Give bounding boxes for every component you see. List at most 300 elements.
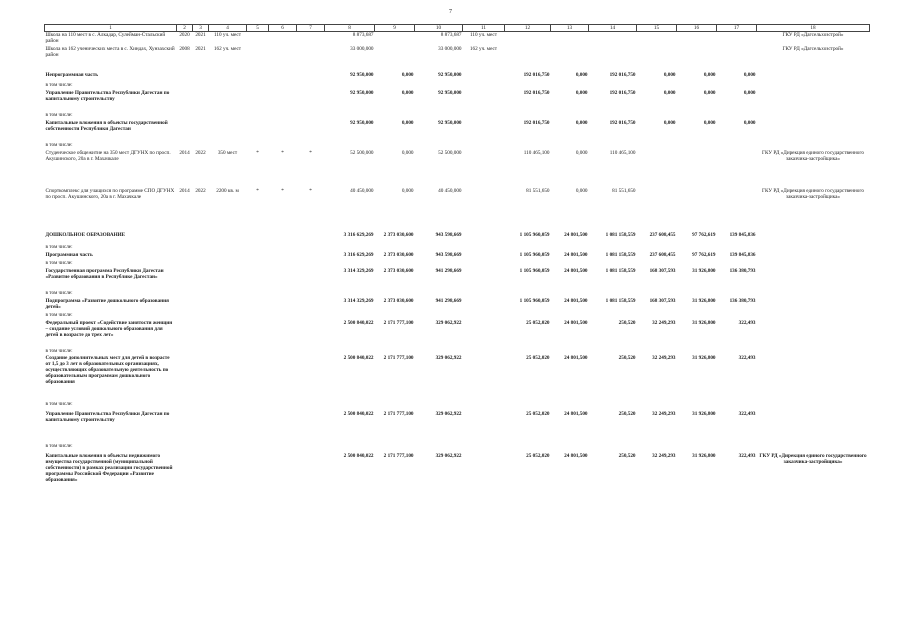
cell-c8	[325, 244, 375, 252]
cell-c15	[637, 290, 677, 298]
cell-c16: 97 762,619	[692, 231, 716, 238]
cell-c6	[269, 453, 297, 497]
table-row	[45, 90, 870, 112]
cell-c7	[297, 348, 325, 355]
cell-c7: *	[309, 187, 312, 194]
cell-c7	[297, 120, 325, 142]
table-row	[45, 46, 870, 72]
cell-c2	[177, 142, 193, 150]
cell-c10	[415, 443, 463, 453]
cell-c8: 92 950,000	[350, 89, 374, 96]
cell-c3: 2021	[195, 32, 206, 38]
table-row	[45, 443, 870, 453]
cell-c9: 0,000	[401, 89, 414, 96]
responsible-org	[757, 348, 870, 355]
table-row	[45, 150, 870, 188]
cell-c9	[375, 82, 415, 90]
cell-c12: 81 551,650	[526, 187, 550, 194]
cell-c6	[269, 355, 297, 401]
table-row	[45, 298, 870, 312]
cell-c4: 2200 кв. м	[216, 187, 239, 194]
cell-c9: 0,000	[401, 149, 414, 156]
cell-c8: 3 314 329,269	[343, 267, 374, 274]
cell-c12	[505, 82, 551, 90]
cell-c13	[551, 348, 589, 355]
cell-c14	[589, 112, 637, 120]
cell-c14	[589, 260, 637, 268]
cell-c4	[209, 401, 247, 411]
cell-c13: 0,000	[575, 149, 588, 156]
cell-c11	[463, 82, 505, 90]
cell-c9	[375, 290, 415, 298]
cell-c3	[193, 290, 209, 298]
cell-c5	[247, 260, 269, 268]
cell-c4	[209, 298, 247, 312]
cell-c14: 192 016,750	[609, 71, 636, 78]
cell-c8	[325, 443, 375, 453]
row-label: в том числе:	[45, 289, 73, 296]
cell-c7	[297, 90, 325, 112]
cell-c14: 110 465,100	[609, 149, 636, 156]
cell-c15: 32 249,293	[652, 319, 676, 326]
responsible-org: ГКУ РД «Дирекция единого государственного заказчика-застройщика»	[762, 187, 864, 200]
table-row	[45, 252, 870, 260]
cell-c12: 25 052,020	[526, 410, 550, 417]
cell-c4	[209, 268, 247, 290]
cell-c5	[247, 320, 269, 348]
cell-c15	[637, 401, 677, 411]
cell-c9	[375, 46, 415, 72]
responsible-org	[757, 401, 870, 411]
cell-c6	[269, 348, 297, 355]
row-label: Школа на 162 ученических места в с. Хиндах, Хунзахский район	[45, 45, 175, 58]
row-label: Создание дополнительных мест для детей в возрасте от 1,5 до 3 лет в образовательных организациях, осуществляющих образовательную деятельность по образовательным программам дошкольного образования	[45, 354, 170, 386]
cell-c14	[589, 401, 637, 411]
cell-c4	[209, 112, 247, 120]
cell-c11	[463, 290, 505, 298]
cell-c14: 1 081 158,559	[605, 231, 636, 238]
cell-c9	[375, 443, 415, 453]
cell-c2	[177, 120, 193, 142]
cell-c16: 31 926,800	[692, 267, 716, 274]
cell-c12: 110 465,100	[523, 149, 550, 156]
responsible-org	[757, 112, 870, 120]
cell-c10	[415, 82, 463, 90]
cell-c13	[551, 260, 589, 268]
cell-c16	[677, 312, 717, 320]
cell-c2: 2008	[179, 45, 190, 52]
cell-c11	[463, 120, 505, 142]
cell-c11	[463, 355, 505, 401]
responsible-org	[757, 142, 870, 150]
row-label: Управление Правительства Республики Дагестан по капитальному строительству	[45, 410, 170, 423]
cell-c5	[247, 453, 269, 497]
responsible-org: ГКУ РД «Дирекция единого государственного заказчика-застройщика»	[762, 149, 864, 162]
responsible-org: ГКУ РД «Дагсельхозстрой»	[782, 32, 844, 38]
cell-c2	[177, 401, 193, 411]
cell-c6	[269, 32, 297, 46]
cell-c4	[209, 312, 247, 320]
cell-c3	[193, 252, 209, 260]
cell-c14	[589, 46, 637, 72]
cell-c8: 8 873,687	[352, 32, 374, 38]
cell-c17	[717, 401, 757, 411]
responsible-org	[757, 232, 870, 244]
cell-c10	[415, 112, 463, 120]
cell-c17	[717, 312, 757, 320]
column-number: 1	[45, 25, 177, 32]
cell-c5: *	[256, 149, 259, 156]
cell-c11	[463, 443, 505, 453]
cell-c2: 2014	[179, 149, 190, 156]
column-number: 17	[717, 25, 757, 32]
cell-c6	[269, 90, 297, 112]
cell-c8	[325, 142, 375, 150]
cell-c5	[247, 82, 269, 90]
cell-c4	[209, 252, 247, 260]
column-number: 4	[209, 25, 247, 32]
column-number: 14	[589, 25, 637, 32]
cell-c6	[269, 142, 297, 150]
cell-c7	[297, 355, 325, 401]
cell-c2	[177, 443, 193, 453]
cell-c11	[463, 453, 505, 497]
row-label: в том числе:	[45, 400, 73, 407]
cell-c4	[209, 355, 247, 401]
cell-c17	[717, 244, 757, 252]
cell-c12: 1 105 960,059	[519, 251, 550, 258]
cell-c8	[325, 348, 375, 355]
cell-c3	[193, 120, 209, 142]
cell-c3	[193, 90, 209, 112]
cell-c16	[677, 112, 717, 120]
cell-c13	[551, 82, 589, 90]
cell-c11	[463, 188, 505, 232]
cell-c2	[177, 453, 193, 497]
cell-c3	[193, 298, 209, 312]
cell-c6	[269, 46, 297, 72]
cell-c5	[247, 90, 269, 112]
row-label: в том числе:	[45, 442, 73, 449]
cell-c12: 1 105 960,059	[519, 267, 550, 274]
cell-c3	[193, 355, 209, 401]
row-label: в том числе:	[45, 141, 73, 148]
cell-c9	[375, 32, 415, 46]
cell-c10: 52 500,000	[438, 149, 462, 156]
cell-c8	[325, 260, 375, 268]
cell-c3	[193, 232, 209, 244]
cell-c12	[505, 46, 551, 72]
row-label: Капитальные вложения в объекты недвижимого имущества государственной (муниципальной собственности) в рамках реализации государственной программы Российской Федерации «Развитие образования»	[45, 452, 173, 484]
cell-c15: 0,000	[663, 89, 676, 96]
cell-c9: 0,000	[401, 187, 414, 194]
cell-c10: 329 062,922	[435, 452, 462, 459]
cell-c13	[551, 290, 589, 298]
cell-c11	[463, 90, 505, 112]
cell-c9: 0,000	[401, 119, 414, 126]
cell-c15: 168 307,593	[649, 297, 676, 304]
row-label: в том числе:	[45, 311, 73, 318]
responsible-org	[757, 90, 870, 112]
cell-c17: 136 380,793	[729, 297, 756, 304]
cell-c3	[193, 401, 209, 411]
cell-c2	[177, 312, 193, 320]
cell-c6	[269, 72, 297, 82]
cell-c5	[247, 298, 269, 312]
cell-c3	[193, 260, 209, 268]
document-sheet	[44, 24, 869, 497]
cell-c13	[551, 312, 589, 320]
cell-c7	[297, 290, 325, 298]
cell-c9	[375, 260, 415, 268]
cell-c10	[415, 401, 463, 411]
cell-c10: 329 062,922	[435, 319, 462, 326]
cell-c13: 0,000	[575, 89, 588, 96]
cell-c12: 25 052,020	[526, 452, 550, 459]
table-row	[45, 112, 870, 120]
cell-c10	[415, 290, 463, 298]
cell-c14: 250,520	[618, 410, 636, 417]
cell-c15	[637, 112, 677, 120]
cell-c13: 24 801,500	[564, 231, 588, 238]
cell-c15: 32 249,293	[652, 354, 676, 361]
cell-c12	[505, 142, 551, 150]
cell-c11	[463, 298, 505, 312]
cell-c4	[209, 82, 247, 90]
cell-c10: 92 950,000	[438, 119, 462, 126]
cell-c4	[209, 244, 247, 252]
responsible-org	[757, 120, 870, 142]
cell-c4: 110 уч. мест	[214, 32, 241, 38]
cell-c13: 24 801,500	[564, 354, 588, 361]
cell-c10	[415, 260, 463, 268]
cell-c13: 24 801,500	[564, 452, 588, 459]
cell-c5	[247, 348, 269, 355]
cell-c17: 139 845,836	[729, 251, 756, 258]
cell-c10: 40 450,000	[438, 187, 462, 194]
table-row	[45, 355, 870, 401]
table-row	[45, 411, 870, 443]
cell-c13: 24 801,500	[564, 410, 588, 417]
cell-c5	[247, 290, 269, 298]
cell-c8: 92 950,000	[350, 119, 374, 126]
cell-c11	[463, 72, 505, 82]
cell-c3	[193, 244, 209, 252]
cell-c5	[247, 443, 269, 453]
cell-c5	[247, 120, 269, 142]
row-label: в том числе:	[45, 259, 73, 266]
cell-c5	[247, 46, 269, 72]
cell-c3	[193, 453, 209, 497]
cell-c10: 92 950,000	[438, 71, 462, 78]
cell-c3	[193, 112, 209, 120]
cell-c11	[463, 112, 505, 120]
cell-c6	[269, 443, 297, 453]
cell-c8: 40 450,000	[350, 187, 374, 194]
row-label: в том числе:	[45, 81, 73, 88]
responsible-org	[757, 82, 870, 90]
cell-c8: 2 500 840,022	[343, 354, 374, 361]
cell-c12	[505, 32, 551, 46]
responsible-org	[757, 244, 870, 252]
cell-c8: 2 500 840,022	[343, 452, 374, 459]
row-label: Непрограммная часть	[45, 71, 99, 78]
table-row	[45, 72, 870, 82]
cell-c2	[177, 252, 193, 260]
cell-c16	[677, 150, 717, 188]
cell-c17: 322,493	[738, 452, 756, 459]
cell-c14: 250,520	[618, 354, 636, 361]
cell-c14: 81 551,650	[612, 187, 636, 194]
cell-c4	[209, 348, 247, 355]
cell-c6	[269, 120, 297, 142]
cell-c16	[677, 401, 717, 411]
cell-c12: 192 016,750	[523, 89, 550, 96]
cell-c6	[269, 312, 297, 320]
cell-c17	[717, 150, 757, 188]
column-number: 8	[325, 25, 375, 32]
cell-c3: 2022	[195, 149, 206, 156]
cell-c2	[177, 348, 193, 355]
cell-c15: 237 608,455	[649, 231, 676, 238]
cell-c16	[677, 82, 717, 90]
cell-c13	[551, 32, 589, 46]
responsible-org	[757, 443, 870, 453]
cell-c10: 33 000,000	[438, 45, 462, 52]
cell-c13: 24 801,500	[564, 297, 588, 304]
cell-c15: 32 249,293	[652, 452, 676, 459]
cell-c7	[297, 268, 325, 290]
cell-c7	[297, 142, 325, 150]
cell-c2	[177, 268, 193, 290]
cell-c9: 2 373 030,600	[383, 231, 414, 238]
cell-c13: 0,000	[575, 71, 588, 78]
cell-c13: 24 801,500	[564, 251, 588, 258]
cell-c17	[717, 290, 757, 298]
cell-c3	[193, 142, 209, 150]
cell-c15: 168 307,593	[649, 267, 676, 274]
cell-c10: 941 298,669	[435, 267, 462, 274]
cell-c5	[247, 312, 269, 320]
cell-c8: 3 314 329,269	[343, 297, 374, 304]
table-row	[45, 32, 870, 46]
table-row	[45, 312, 870, 320]
table-row	[45, 82, 870, 90]
cell-c4	[209, 443, 247, 453]
cell-c3	[193, 312, 209, 320]
cell-c9: 2 171 777,100	[383, 319, 414, 326]
cell-c7	[297, 252, 325, 260]
cell-c4	[209, 320, 247, 348]
row-label: в том числе:	[45, 111, 73, 118]
cell-c4	[209, 453, 247, 497]
cell-c15	[637, 443, 677, 453]
cell-c8	[325, 401, 375, 411]
cell-c14	[589, 443, 637, 453]
cell-c9	[375, 142, 415, 150]
cell-c11	[463, 401, 505, 411]
cell-c17	[717, 348, 757, 355]
cell-c15	[637, 244, 677, 252]
cell-c7	[297, 260, 325, 268]
cell-c3	[193, 268, 209, 290]
cell-c15: 0,000	[663, 119, 676, 126]
cell-c10: 943 598,669	[435, 231, 462, 238]
cell-c7	[297, 32, 325, 46]
cell-c11	[463, 142, 505, 150]
cell-c8: 2 500 840,022	[343, 319, 374, 326]
cell-c10: 92 950,000	[438, 89, 462, 96]
cell-c10: 943 598,669	[435, 251, 462, 258]
responsible-org	[757, 411, 870, 443]
responsible-org	[757, 355, 870, 401]
cell-c2	[177, 355, 193, 401]
table-body	[45, 32, 870, 497]
table-row	[45, 120, 870, 142]
cell-c9: 2 373 030,600	[383, 297, 414, 304]
cell-c16: 31 926,800	[692, 319, 716, 326]
cell-c14: 250,520	[618, 452, 636, 459]
cell-c16	[677, 142, 717, 150]
cell-c16	[677, 290, 717, 298]
cell-c13	[551, 443, 589, 453]
cell-c17: 0,000	[743, 89, 756, 96]
cell-c6	[269, 232, 297, 244]
cell-c8: 3 316 629,269	[343, 251, 374, 258]
responsible-org	[757, 298, 870, 312]
cell-c10	[415, 244, 463, 252]
cell-c11	[463, 348, 505, 355]
cell-c2	[177, 411, 193, 443]
cell-c3: 2021	[195, 45, 206, 52]
cell-c15: 0,000	[663, 71, 676, 78]
cell-c13: 24 801,500	[564, 267, 588, 274]
cell-c2: 2014	[179, 187, 190, 194]
cell-c9	[375, 348, 415, 355]
cell-c8	[325, 312, 375, 320]
cell-c12: 25 052,020	[526, 319, 550, 326]
cell-c11	[463, 268, 505, 290]
cell-c11	[463, 260, 505, 268]
cell-c6	[269, 82, 297, 90]
cell-c2	[177, 82, 193, 90]
cell-c17: 0,000	[743, 119, 756, 126]
cell-c6: *	[281, 187, 284, 194]
table-row	[45, 142, 870, 150]
table-row	[45, 348, 870, 355]
cell-c7	[297, 312, 325, 320]
cell-c3	[193, 72, 209, 82]
cell-c4: 350 мест	[217, 149, 238, 156]
cell-c2	[177, 244, 193, 252]
cell-c16: 97 762,619	[692, 251, 716, 258]
cell-c14: 250,520	[618, 319, 636, 326]
cell-c13: 0,000	[575, 187, 588, 194]
cell-c12: 1 105 960,059	[519, 297, 550, 304]
table-row	[45, 268, 870, 290]
cell-c10: 329 062,922	[435, 410, 462, 417]
cell-c14	[589, 290, 637, 298]
cell-c6	[269, 298, 297, 312]
cell-c2	[177, 90, 193, 112]
cell-c5	[247, 252, 269, 260]
cell-c4	[209, 142, 247, 150]
row-label: Подпрограмма «Развитие дошкольного образования детей»	[45, 297, 169, 310]
responsible-org: ГКУ РД «Дирекция единого государственного заказчика-застройщика»	[759, 452, 867, 465]
column-number: 10	[415, 25, 463, 32]
cell-c13	[551, 401, 589, 411]
cell-c13	[551, 112, 589, 120]
